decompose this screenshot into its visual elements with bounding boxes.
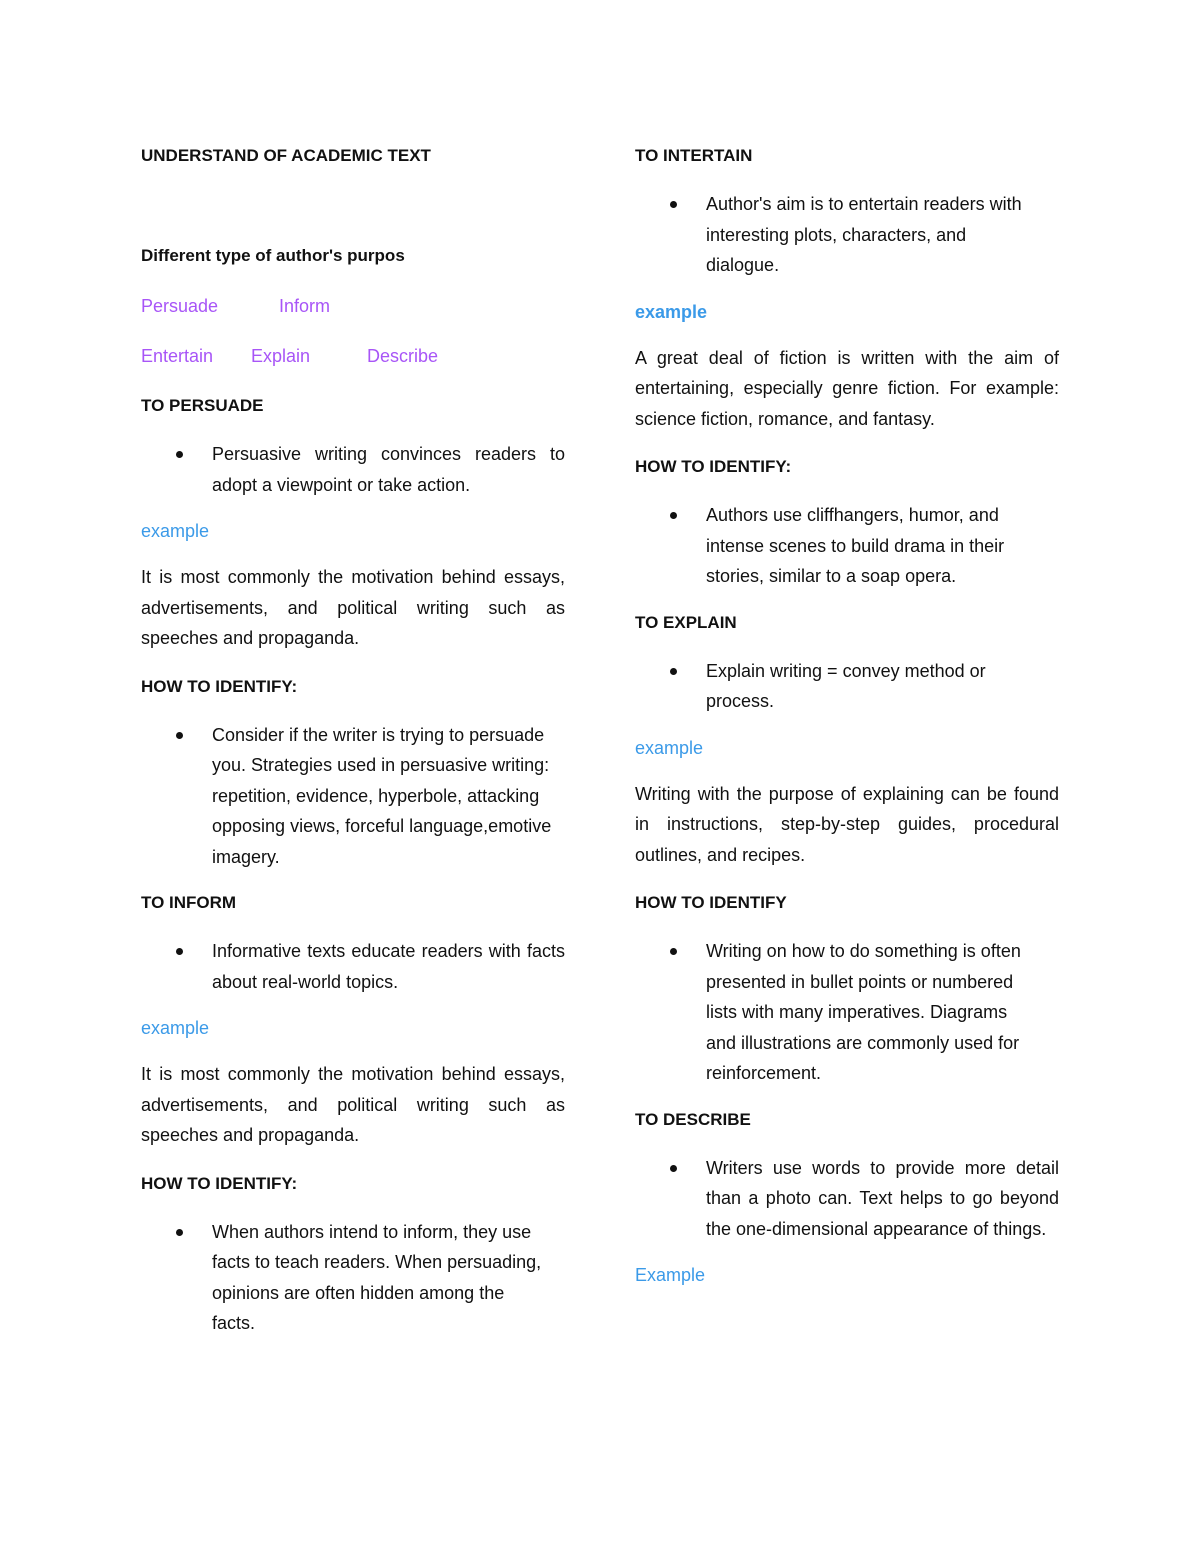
example-label: example <box>141 1018 210 1038</box>
right-column <box>635 145 1059 1286</box>
example-label: example <box>635 737 704 758</box>
purpose-persuade: Persuade <box>141 296 219 316</box>
bullet-icon <box>670 201 677 208</box>
list-item: Consider if the writer is trying to persuade you. Strategies used in persuasive writing: repetition, evidence, hyperbole, attacking opposing views, forceful language,emotive imagery. <box>141 720 565 873</box>
identify-heading: HOW TO IDENTIFY: <box>141 676 298 696</box>
example-label: example <box>635 301 708 322</box>
bullet-icon <box>670 1165 677 1172</box>
example-paragraph: It is most commonly the motivation behind essays, advertisements, and political writing such as speeches and propaganda. <box>141 1064 565 1145</box>
identify-heading: HOW TO IDENTIFY: <box>141 1173 298 1193</box>
example-paragraph: A great deal of fiction is written with the aim of entertaining, especially genre fiction. For example: science fiction, romance, and fantasy. <box>635 347 1059 429</box>
describe-bullets <box>635 1153 1059 1245</box>
section-heading-persuade: TO PERSUADE <box>141 396 264 415</box>
example-label: example <box>141 521 210 541</box>
list-item: Explain writing = convey method or process. <box>635 656 1059 717</box>
list-item: Authors use cliffhangers, humor, and intense scenes to build drama in their stories, similar to a soap opera. <box>635 500 1059 592</box>
list-item: Persuasive writing convinces readers to adopt a viewpoint or take action. <box>141 439 565 500</box>
list-item: Writers use words to provide more detail than a photo can. Text helps to go beyond the one-dimensional appearance of things. <box>635 1153 1059 1245</box>
purpose-row-2 <box>141 345 565 367</box>
section-heading-entertain: TO INTERTAIN <box>635 146 753 165</box>
explain-bullets <box>635 656 1059 717</box>
list-item: Writing on how to do something is often presented in bullet points or numbered lists with many imperatives. Diagrams and illustrations are commonly used for reinforcement. <box>635 936 1059 1089</box>
bullet-icon <box>176 451 183 458</box>
section-heading-inform: TO INFORM <box>141 893 237 912</box>
bullet-icon <box>670 668 677 675</box>
example-paragraph: It is most commonly the motivation behind essays, advertisements, and political writing such as speeches and propaganda. <box>141 567 565 648</box>
purpose-describe: Describe <box>367 346 439 366</box>
purpose-entertain: Entertain <box>141 346 214 366</box>
purpose-types-heading: Different type of author's purpos <box>141 246 405 265</box>
bullet-icon <box>176 1229 183 1236</box>
bullet-icon <box>670 512 677 519</box>
purpose-row-1 <box>141 295 565 317</box>
section-heading-describe: TO DESCRIBE <box>635 1109 751 1129</box>
bullet-icon <box>176 732 183 739</box>
entertain-identify-bullets <box>635 500 1059 592</box>
list-item: Author's aim is to entertain readers with interesting plots, characters, and dialogue. <box>635 189 1059 281</box>
purpose-explain: Explain <box>251 346 311 366</box>
list-item: When authors intend to inform, they use facts to teach readers. When persuading, opinions are often hidden among the facts. <box>141 1217 565 1339</box>
list-item: Informative texts educate readers with facts about real-world topics. <box>141 936 565 997</box>
inform-identify-bullets <box>141 1217 565 1339</box>
example-paragraph: Writing with the purpose of explaining can be found in instructions, step-by-step guides, procedural outlines, and recipes. <box>635 783 1059 865</box>
document-title: UNDERSTAND OF ACADEMIC TEXT <box>141 146 431 165</box>
persuade-identify-bullets <box>141 720 565 873</box>
persuade-bullets <box>141 439 565 500</box>
example-label: Example <box>635 1265 706 1285</box>
identify-heading: HOW TO IDENTIFY <box>635 893 787 912</box>
purpose-inform: Inform <box>279 296 331 316</box>
section-heading-explain: TO EXPLAIN <box>635 612 737 632</box>
entertain-bullets <box>635 189 1059 281</box>
identify-heading: HOW TO IDENTIFY: <box>635 457 792 476</box>
left-column <box>141 145 565 1339</box>
explain-identify-bullets <box>635 936 1059 1089</box>
inform-bullets <box>141 936 565 997</box>
bullet-icon <box>176 948 183 955</box>
bullet-icon <box>670 948 677 955</box>
